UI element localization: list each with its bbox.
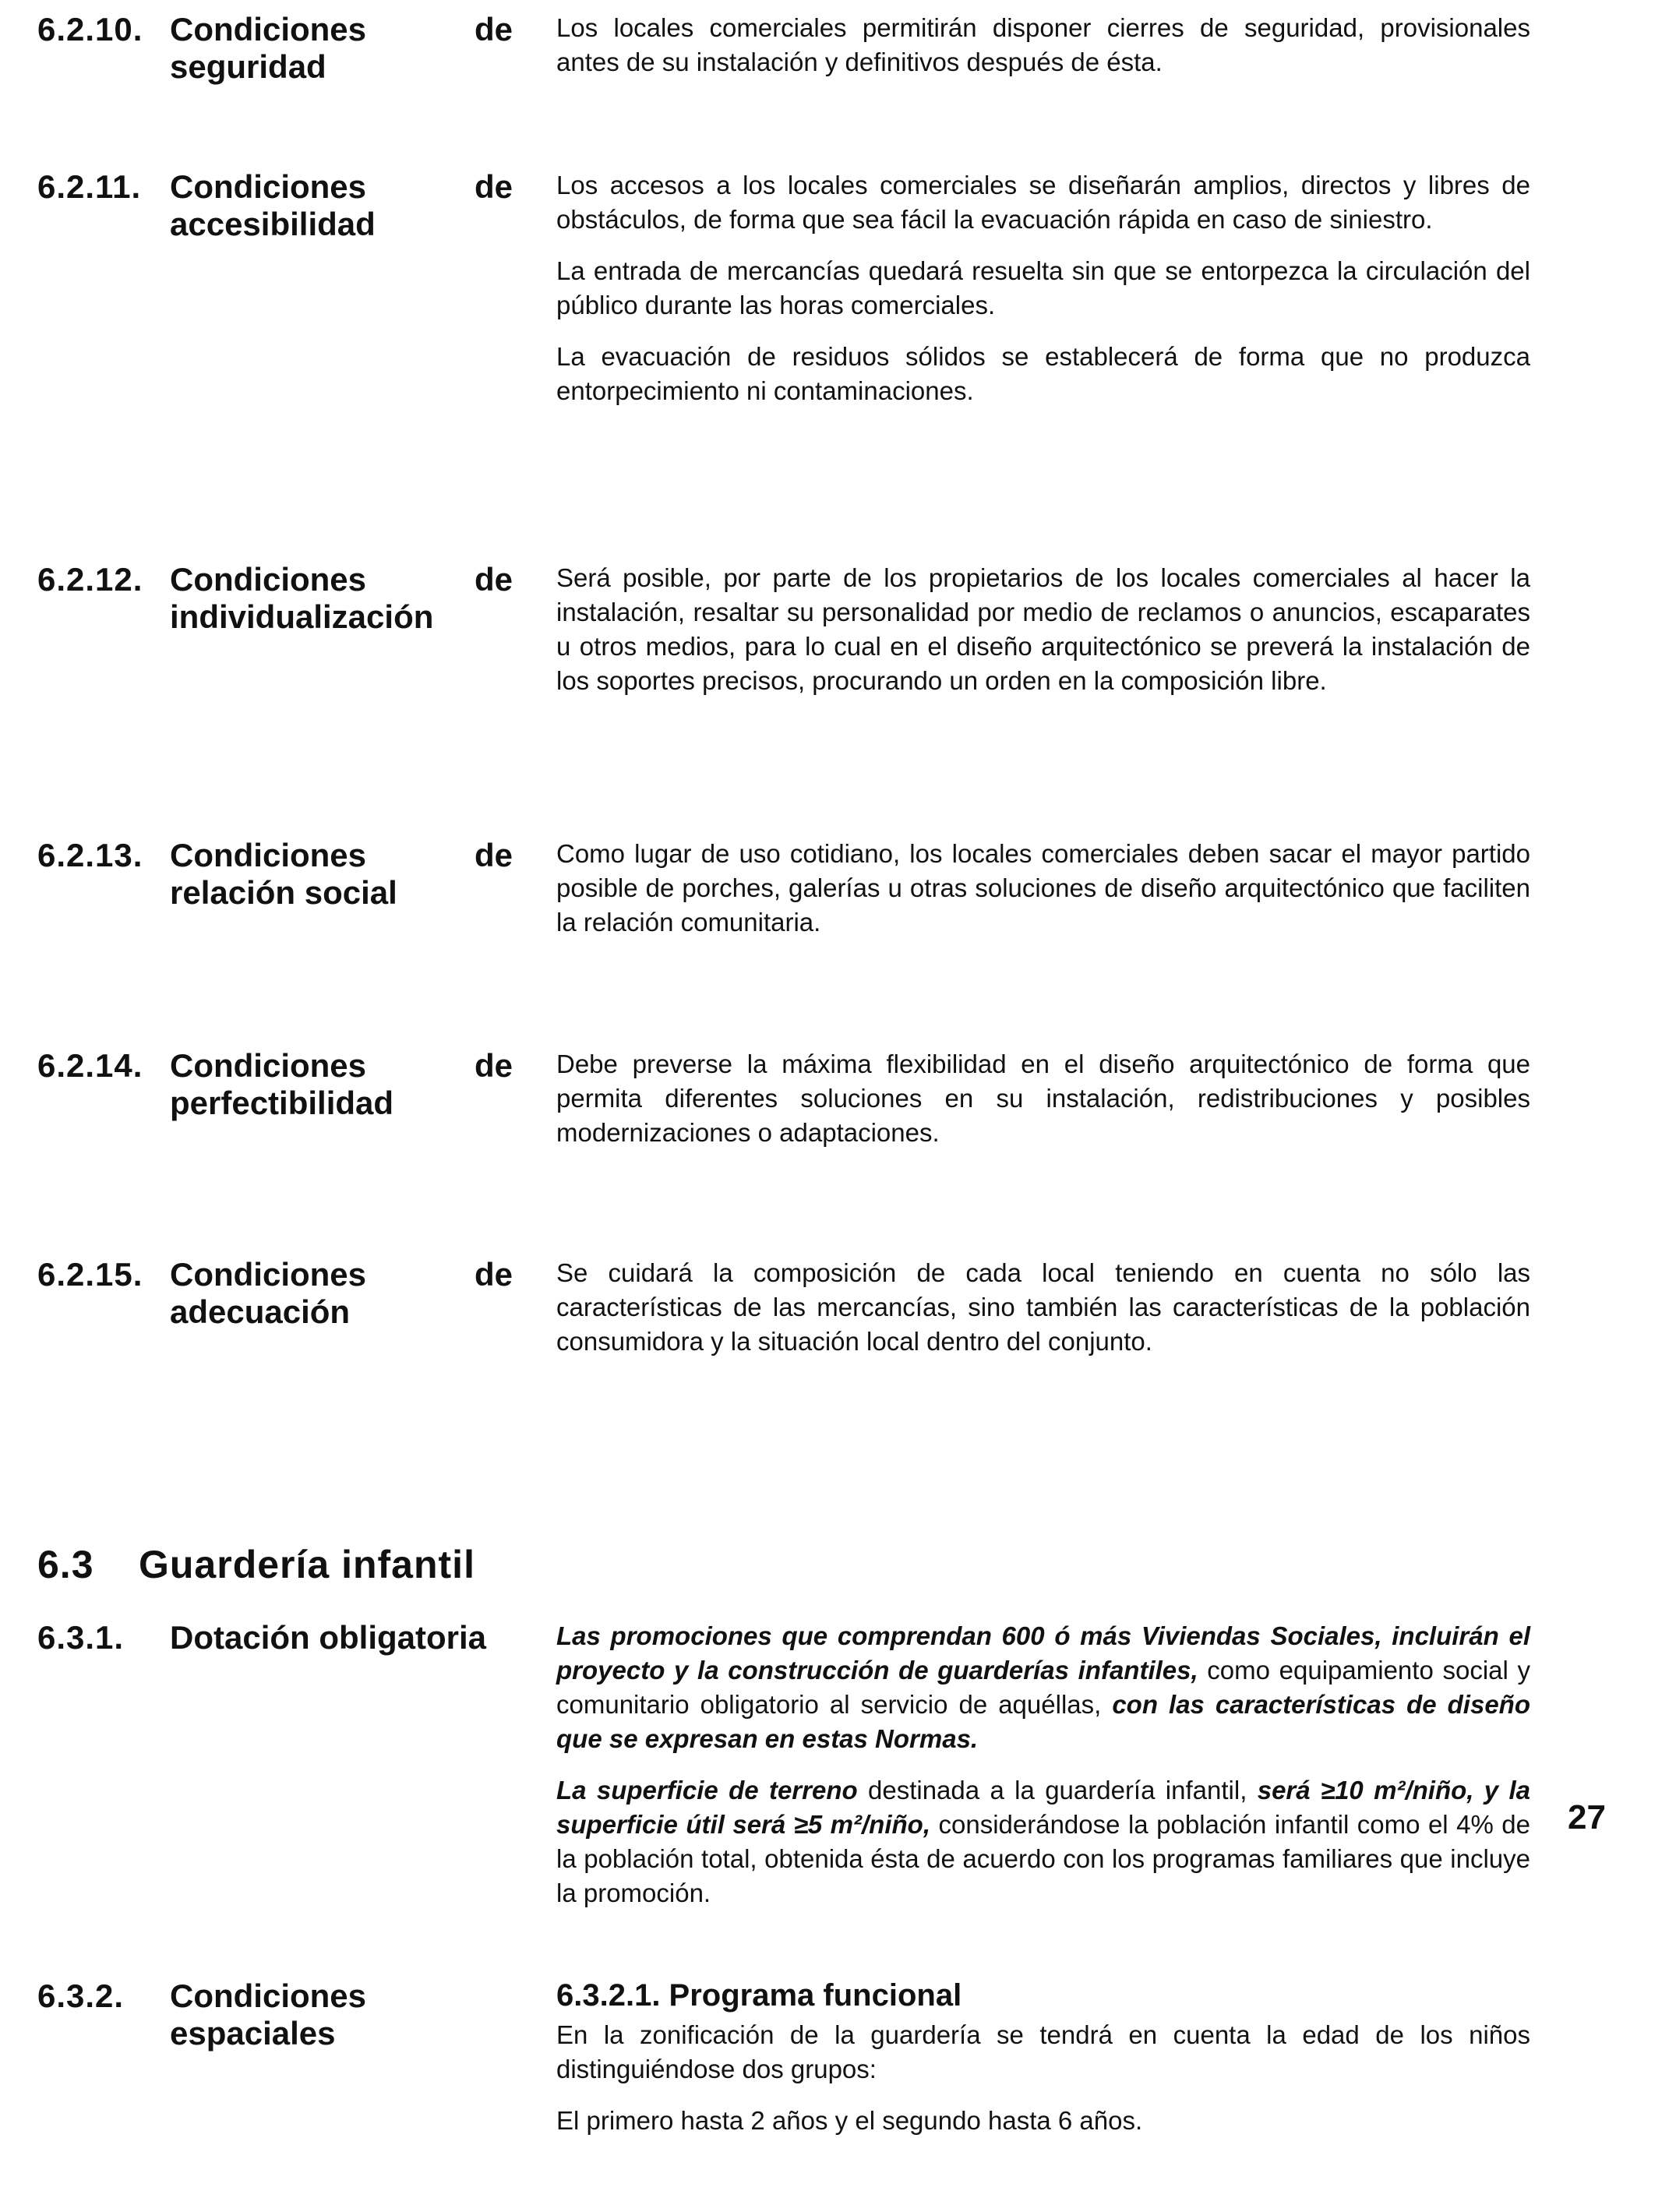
paragraph: Se cuidará la composición de cada local teniendo en cuenta no sólo las características de las mercancías, sino también las características de la población consumidora y la situación local dentro del conjunto.: [556, 1258, 1530, 1356]
section-number: 6.2.15.: [37, 1256, 143, 1293]
section-heading: Condiciones de relación social: [170, 837, 513, 911]
section-number: 6.3.1.: [37, 1619, 125, 1656]
section-heading: Condiciones de adecuación: [170, 1256, 513, 1330]
section-6-3-title: [37, 1541, 475, 1588]
section-body: [556, 561, 1530, 715]
subsection-heading: 6.3.2.1. Programa funcional: [556, 1978, 962, 2013]
section-number: 6.2.12.: [37, 561, 143, 598]
paragraph: [556, 1773, 1530, 1910]
section-heading: Condiciones espaciales: [170, 1977, 367, 2051]
plain-text: destinada a la guardería infantil,: [857, 1776, 1247, 1805]
section-heading: Condiciones de seguridad: [170, 11, 513, 85]
emphasis-text: La superficie de terreno: [556, 1776, 858, 1805]
paragraph: Los accesos a los locales comerciales se diseñarán amplios, directos y libres de obstáculos, de forma que sea fácil la evacuación rápida en caso de siniestro.: [556, 171, 1530, 234]
chapter-number: 6.3: [37, 1543, 94, 1586]
emphasis-text: con las características de diseño que se expresan en estas Normas.: [556, 1690, 1530, 1753]
paragraph: La entrada de mercancías quedará resuelta sin que se entorpezca la circulación del público durante las horas comerciales.: [556, 256, 1530, 319]
paragraph: La evacuación de residuos sólidos se establecerá de forma que no produzca entorpecimiento ni contaminaciones.: [556, 342, 1530, 405]
section-body: [556, 1256, 1530, 1376]
section-heading: Dotación obligatoria: [170, 1619, 487, 1656]
section-heading: Condiciones de perfectibilidad: [170, 1047, 513, 1121]
emphasis-text: Las promociones que comprendan 600 ó más Viviendas Sociales, incluirán el proyecto y la construcción de guarderías infantiles,: [556, 1621, 1530, 1685]
section-number: 6.2.13.: [37, 837, 143, 873]
paragraph: Será posible, por parte de los propietarios de los locales comerciales al hacer la instalación, resaltar su personalidad por medio de reclamos o anuncios, escaparates u otros medios, para lo cual en el diseño arquitectónico se preverá la instalación de los soportes precisos, procurando un orden en la composición libre.: [556, 563, 1530, 695]
section-body: [556, 837, 1530, 957]
section-body: [556, 11, 1530, 97]
paragraph: [556, 1619, 1530, 1756]
paragraph: Los locales comerciales permitirán disponer cierres de seguridad, provisionales antes de su instalación y definitivos después de ésta.: [556, 13, 1530, 76]
page-number: 27: [1568, 1798, 1606, 1836]
paragraph: El primero hasta 2 años y el segundo hasta 6 años.: [556, 2106, 1143, 2135]
section-body: [556, 168, 1530, 425]
section-number: 6.3.2.: [37, 1977, 125, 2014]
plain-text: considerándose la población infantil como el 4% de la población total, obtenida ésta de acuerdo con los programas familiares que incluye la promoción.: [556, 1810, 1531, 1907]
paragraph: Como lugar de uso cotidiano, los locales comerciales deben sacar el mayor partido posible de porches, galerías u otras soluciones de diseño arquitectónico que faciliten la relación comunitaria.: [556, 839, 1530, 937]
section-number: 6.2.11.: [37, 168, 142, 205]
section-body: [556, 1047, 1530, 1167]
section-number: 6.2.10.: [37, 11, 143, 48]
paragraph: En la zonificación de la guardería se tendrá en cuenta la edad de los niños distinguiéndose dos grupos:: [556, 2020, 1530, 2083]
plain-text: como equipamiento social y comunitario obligatorio al servicio de aquéllas,: [556, 1656, 1530, 1719]
section-body: [556, 1619, 1530, 1928]
chapter-title: Guardería infantil: [139, 1543, 475, 1586]
paragraph: Debe preverse la máxima flexibilidad en el diseño arquitectónico de forma que permita diferentes soluciones en su instalación, redistribuciones y posibles modernizaciones o adaptaciones.: [556, 1050, 1530, 1147]
section-heading: Condiciones de individualización: [170, 561, 513, 635]
section-body: [556, 1977, 1530, 2155]
section-heading: Condiciones de accesibilidad: [170, 168, 513, 242]
section-number: 6.2.14.: [37, 1047, 143, 1084]
emphasis-text: será ≥10 m²/niño, y la superficie útil será ≥5 m²/niño,: [556, 1776, 1531, 1839]
